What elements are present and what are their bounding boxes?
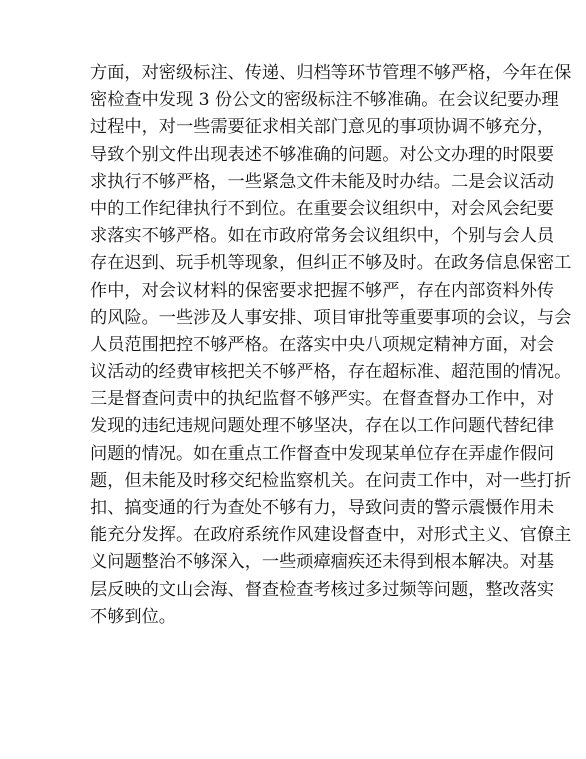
text-line: 议活动的经费审核把关不够严格，存在超标准、超范围的情况。 [90,362,572,383]
text-line: 作中，对会议材料的保密要求把握不够严，存在内部资料外传 [90,280,555,301]
text-line: 中的工作纪律执行不到位。在重要会议组织中，对会风会纪要 [90,198,555,219]
text-line: 存在迟到、玩手机等现象，但纠正不够及时。在政务信息保密工 [90,253,572,274]
text-line: 题，但未能及时移交纪检监察机关。在问责工作中，对一些打折 [90,470,572,491]
text-line: 导致个别文件出现表述不够准确的问题。对公文办理的时限要 [90,144,555,165]
text-line: 密检查中发现 3 份公文的密级标注不够准确。在会议纪要办理 [90,90,559,111]
text-line: 过程中，对一些需要征求相关部门意见的事项协调不够充分， [90,117,555,138]
text-line: 发现的违纪违规问题处理不够坚决，存在以工作问题代替纪律 [90,416,555,437]
text-line: 层反映的文山会海、督查检查考核过多过频等问题，整改落实 [90,579,555,600]
text-line: 求执行不够严格，一些紧急文件未能及时办结。二是会议活动 [90,171,555,192]
text-line: 人员范围把控不够严格。在落实中央八项规定精神方面，对会 [90,334,555,355]
text-line: 问题的情况。如在重点工作督查中发现某单位存在弄虚作假问 [90,443,555,464]
text-line: 三是督查问责中的执纪监督不够严实。在督查督办工作中，对 [90,389,555,410]
text-line: 能充分发挥。在政府系统作风建设督查中，对形式主义、官僚主 [90,525,572,546]
body-text [90,60,572,631]
text-line: 的风险。一些涉及人事安排、项目审批等重要事项的会议，与会 [90,307,572,328]
text-line: 求落实不够严格。如在市政府常务会议组织中，个别与会人员 [90,226,555,247]
text-line: 方面，对密级标注、传递、归档等环节管理不够严格，今年在保 [90,63,572,83]
text-line: 义问题整治不够深入，一些顽瘴痼疾还未得到根本解决。对基 [90,552,555,573]
text-line: 扣、搞变通的行为查处不够有力，导致问责的警示震慑作用未 [90,498,555,518]
text-line: 不够到位。 [90,606,176,627]
